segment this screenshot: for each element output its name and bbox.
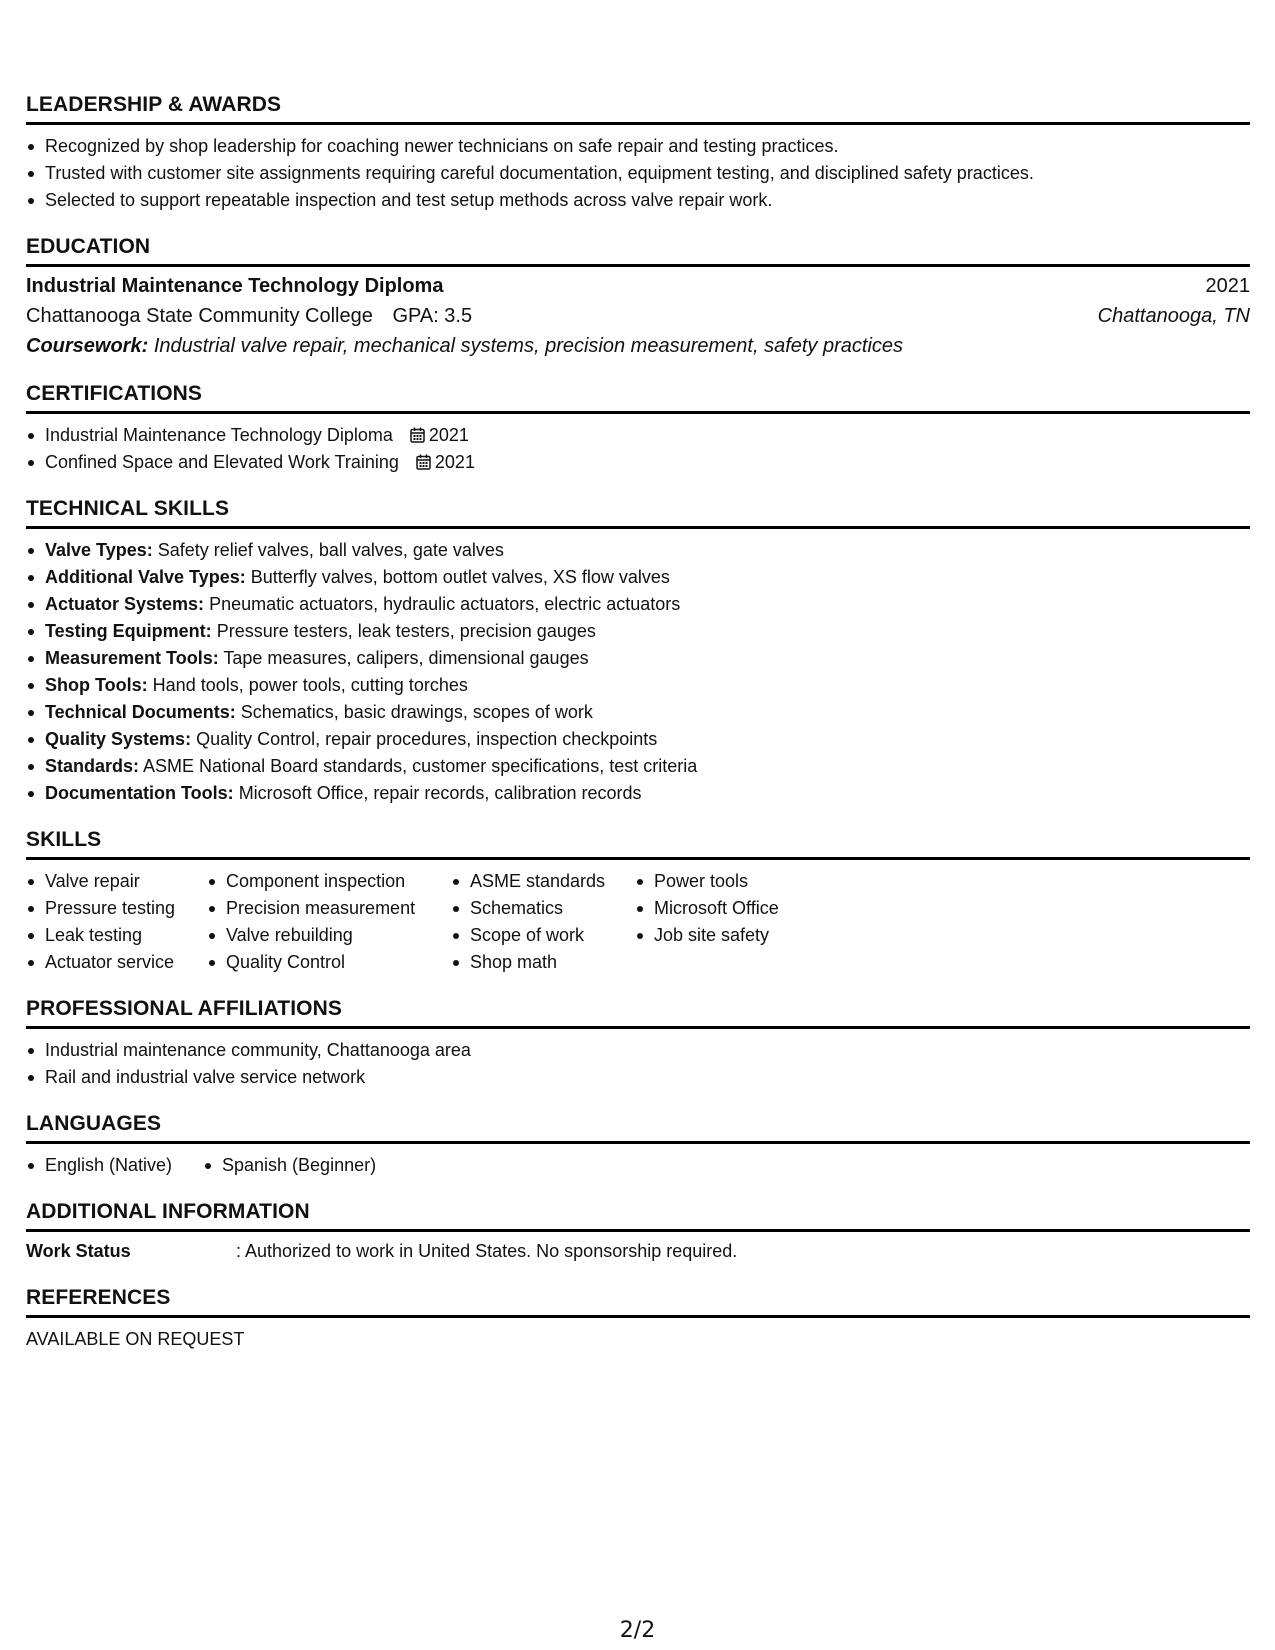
list-item: Pressure testing xyxy=(26,895,207,922)
skill-label: Quality Systems: xyxy=(45,729,192,749)
school-name: Chattanooga State Community College xyxy=(26,305,373,327)
skill-label: Measurement Tools: xyxy=(45,648,219,668)
section-title: PROFESSIONAL AFFILIATIONS xyxy=(26,996,1250,1029)
skill-label: Testing Equipment: xyxy=(45,621,212,641)
list-item xyxy=(26,422,1250,449)
languages-row xyxy=(26,1152,1250,1179)
technical-skills-section xyxy=(26,496,1250,807)
skill-text: Tape measures, calipers, dimensional gauges xyxy=(223,648,589,668)
list-item xyxy=(26,780,1250,807)
section-title: ADDITIONAL INFORMATION xyxy=(26,1199,1250,1232)
school-location: Chattanooga, TN xyxy=(1097,305,1250,327)
skill-label: Shop Tools: xyxy=(45,675,148,695)
section-title: EDUCATION xyxy=(26,234,1250,267)
list-item: Actuator service xyxy=(26,949,207,976)
list-item: Scope of work xyxy=(451,922,635,949)
additional-info-section xyxy=(26,1199,1250,1265)
certification-name: Confined Space and Elevated Work Training xyxy=(45,452,399,472)
leadership-list xyxy=(26,133,1250,214)
skills-column xyxy=(451,868,635,976)
gpa: GPA: 3.5 xyxy=(392,305,473,327)
page-number: 2/2 xyxy=(619,1618,656,1643)
skills-columns xyxy=(26,868,1250,976)
section-title: REFERENCES xyxy=(26,1285,1250,1318)
list-item xyxy=(26,726,1250,753)
affiliations-list xyxy=(26,1037,1250,1091)
list-item: Rail and industrial valve service network xyxy=(26,1064,1250,1091)
list-item: Industrial maintenance community, Chattanooga area xyxy=(26,1037,1250,1064)
list-item: Job site safety xyxy=(635,922,835,949)
list-item xyxy=(26,699,1250,726)
skill-label: Actuator Systems: xyxy=(45,594,205,614)
list-item: Microsoft Office xyxy=(635,895,835,922)
skill-label: Technical Documents: xyxy=(45,702,236,722)
skills-column xyxy=(26,868,207,976)
skill-text: Quality Control, repair procedures, inspection checkpoints xyxy=(196,729,658,749)
list-item xyxy=(26,618,1250,645)
calendar-icon xyxy=(416,454,431,470)
list-item: English (Native) xyxy=(26,1152,203,1179)
list-item: Schematics xyxy=(451,895,635,922)
section-title: CERTIFICATIONS xyxy=(26,381,1250,414)
leadership-section xyxy=(26,92,1250,214)
references-text: AVAILABLE ON REQUEST xyxy=(26,1329,245,1349)
skill-text: Pneumatic actuators, hydraulic actuators, electric actuators xyxy=(209,594,681,614)
skill-text: Schematics, basic drawings, scopes of work xyxy=(240,702,593,722)
certifications-list xyxy=(26,422,1250,476)
language-column xyxy=(26,1152,203,1179)
list-item: Precision measurement xyxy=(207,895,451,922)
skills-column xyxy=(635,868,835,976)
list-item xyxy=(26,537,1250,564)
skill-text: Pressure testers, leak testers, precision gauges xyxy=(216,621,596,641)
list-item: Power tools xyxy=(635,868,835,895)
language-column xyxy=(203,1152,376,1179)
list-item: Selected to support repeatable inspection and test setup methods across valve repair work. xyxy=(26,187,1250,214)
list-item: Recognized by shop leadership for coaching newer technicians on safe repair and testing practices. xyxy=(26,133,1250,160)
list-item: Leak testing xyxy=(26,922,207,949)
list-item: Shop math xyxy=(451,949,635,976)
list-item xyxy=(26,564,1250,591)
list-item xyxy=(26,753,1250,780)
skill-label: Additional Valve Types: xyxy=(45,567,246,587)
work-status-label: Work Status xyxy=(26,1241,131,1261)
skill-label: Documentation Tools: xyxy=(45,783,234,803)
technical-skills-list xyxy=(26,537,1250,807)
list-item: Trusted with customer site assignments requiring careful documentation, equipment testing, and disciplined safety practices. xyxy=(26,160,1250,187)
section-title: LEADERSHIP & AWARDS xyxy=(26,92,1250,125)
certification-year: 2021 xyxy=(428,425,469,445)
skill-label: Valve Types: xyxy=(45,540,153,560)
work-status-value: : Authorized to work in United States. No sponsorship required. xyxy=(236,1241,738,1261)
degree: Industrial Maintenance Technology Diploma xyxy=(26,275,444,297)
list-item xyxy=(26,645,1250,672)
coursework xyxy=(26,331,1250,361)
calendar-icon xyxy=(410,427,425,443)
list-item: Component inspection xyxy=(207,868,451,895)
section-title: LANGUAGES xyxy=(26,1111,1250,1144)
list-item: Spanish (Beginner) xyxy=(203,1152,376,1179)
section-title: TECHNICAL SKILLS xyxy=(26,496,1250,529)
list-item xyxy=(26,672,1250,699)
section-title: SKILLS xyxy=(26,827,1250,860)
list-item xyxy=(26,591,1250,618)
list-item: Valve rebuilding xyxy=(207,922,451,949)
coursework-label: Coursework: xyxy=(26,335,149,357)
list-item: Quality Control xyxy=(207,949,451,976)
work-status-row xyxy=(26,1238,1250,1265)
languages-section xyxy=(26,1111,1250,1179)
skill-text: Safety relief valves, ball valves, gate valves xyxy=(157,540,504,560)
list-item xyxy=(26,449,1250,476)
skills-section xyxy=(26,827,1250,976)
resume-page xyxy=(26,92,1250,1373)
list-item: Valve repair xyxy=(26,868,207,895)
skill-text: ASME National Board standards, customer specifications, test criteria xyxy=(143,756,698,776)
skill-label: Standards: xyxy=(45,756,140,776)
affiliations-section xyxy=(26,996,1250,1091)
list-item: ASME standards xyxy=(451,868,635,895)
coursework-text: Industrial valve repair, mechanical systems, precision measurement, safety practices xyxy=(153,335,904,357)
skill-text: Hand tools, power tools, cutting torches xyxy=(152,675,468,695)
skill-text: Microsoft Office, repair records, calibration records xyxy=(238,783,642,803)
skill-text: Butterfly valves, bottom outlet valves, XS flow valves xyxy=(250,567,670,587)
skills-column xyxy=(207,868,451,976)
education-section xyxy=(26,234,1250,361)
certification-year: 2021 xyxy=(434,452,475,472)
graduation-year: 2021 xyxy=(1205,275,1250,297)
certification-name: Industrial Maintenance Technology Diploma xyxy=(45,425,393,445)
references-section xyxy=(26,1285,1250,1353)
certifications-section xyxy=(26,381,1250,476)
